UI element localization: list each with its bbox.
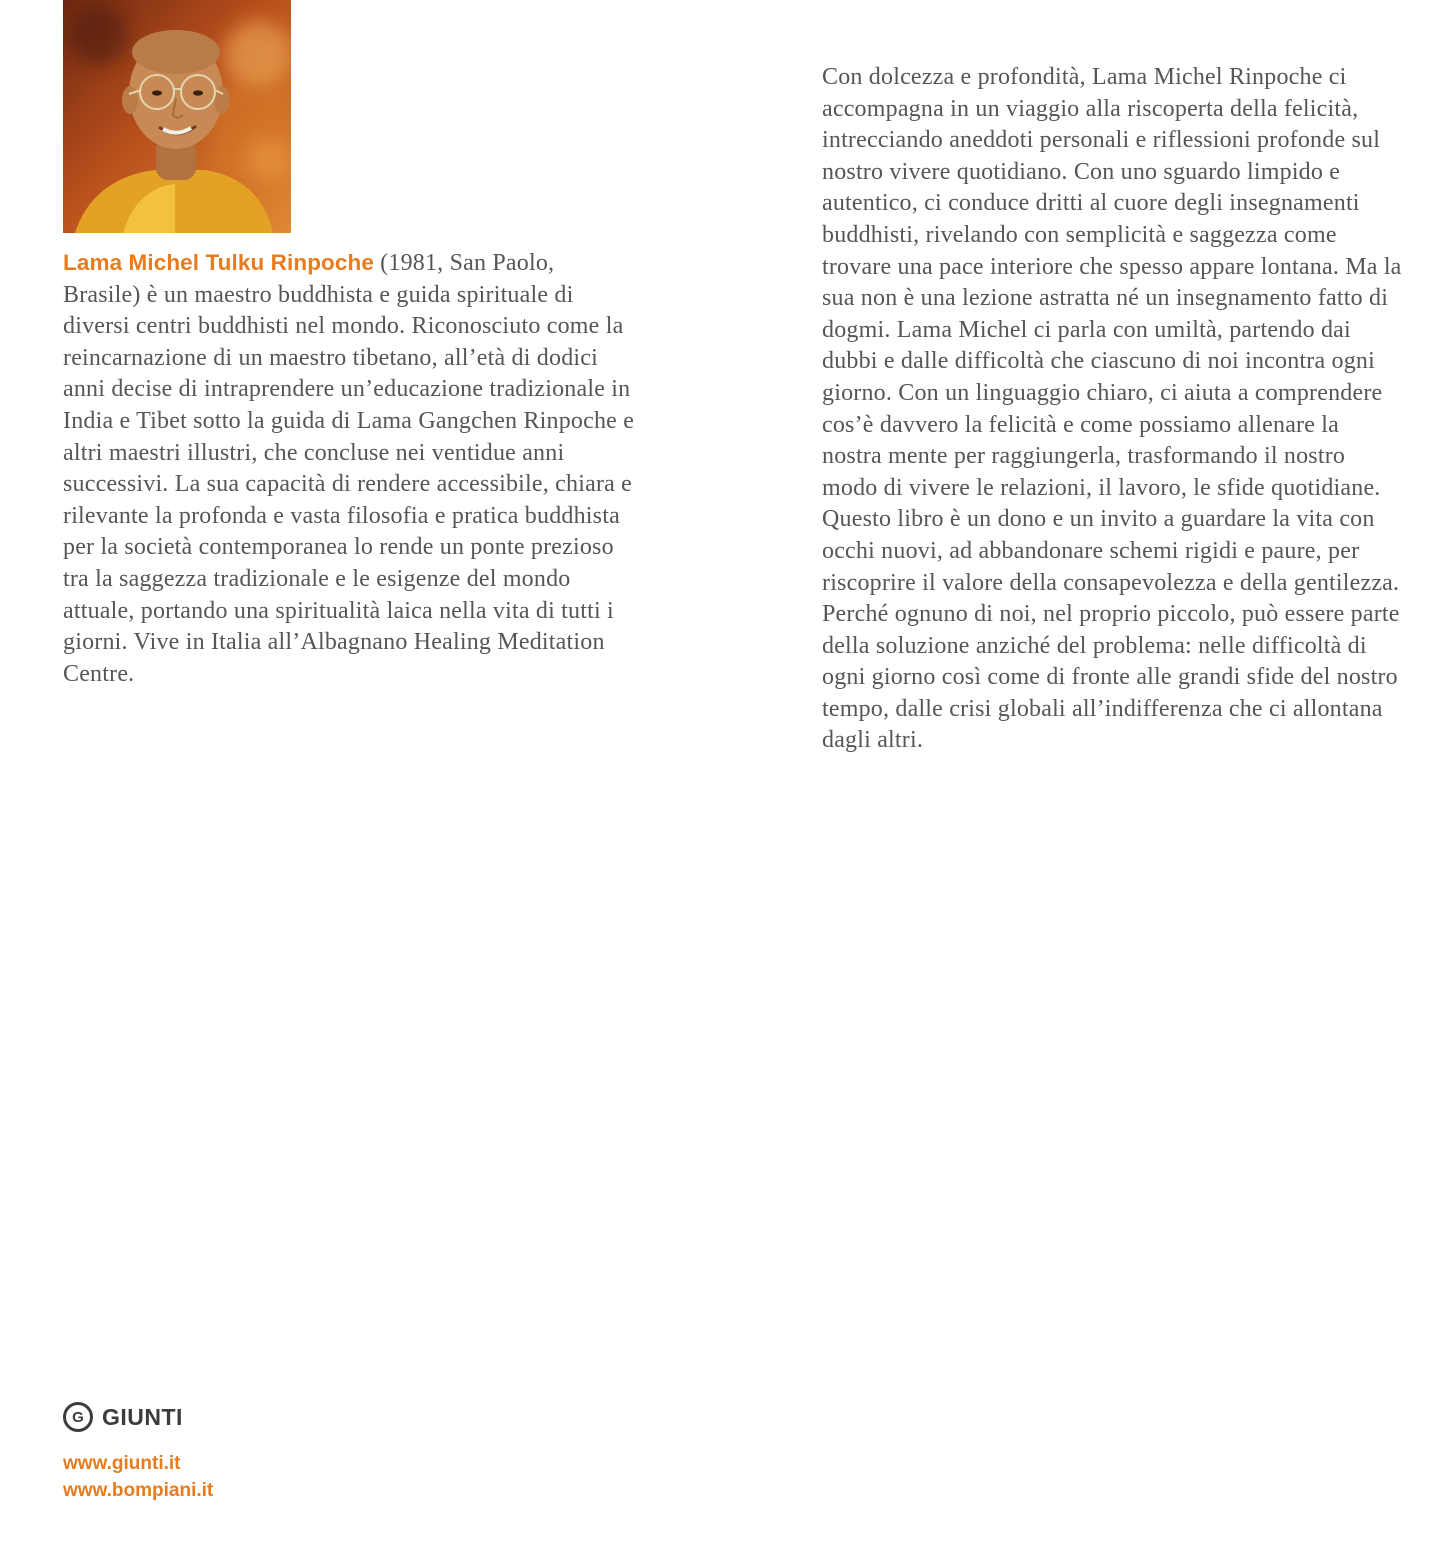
author-photo xyxy=(63,0,291,233)
giunti-logo-icon: G xyxy=(63,1402,93,1432)
author-bio-text: (1981, San Paolo, Brasile) è un maestro buddhista e guida spirituale di diversi centri buddhisti nel mondo. Riconosciuto come la reincarnazione di un maestro tibetano, all’età di dodici anni decise di intraprendere un’educazione tradizionale in India e Tibet sotto la guida di Lama Gangchen Rinpoche e altri maestri illustri, che concluse nei ventidue anni successivi. La sua capacità di rendere accessibile, chiara e rilevante la profonda e vasta filosofia e pratica buddhista per la società contemporanea lo rende un ponte prezioso tra la saggezza tradizionale e le esigenze del mondo attuale, portando una spiritualità laica nella vita di tutti i giorni. Vive in Italia all’Albagnano Healing Meditation Centre. xyxy=(63,250,635,687)
author-photo-illustration xyxy=(63,0,291,233)
book-description-text: Con dolcezza e profondità, Lama Michel Rinpoche ci accompagna in un viaggio alla riscoperta della felicità, intrecciando aneddoti personali e riflessioni profonde sul nostro vivere quotidiano. Con uno sguardo limpido e autentico, ci conduce dritti al cuore degli insegnamenti buddhisti, rivelando con semplicità e saggezza come trovare una pace interiore che spesso appare lontana. Ma la sua non è una lezione astratta né un insegnamento fatto di dogmi. Lama Michel ci parla con umiltà, partendo dai dubbi e dalle difficoltà che ciascuno di noi incontra ogni giorno. Con un linguaggio chiaro, ci aiuta a comprendere cos’è davvero la felicità e come possiamo allenare la nostra mente per raggiungerla, trasformando il nostro modo di vivere le relazioni, il lavoro, le sfide quotidiane. Questo libro è un dono e un invito a guardare la vita con occhi nuovi, ad abbandonare schemi rigidi e paure, per riscoprire il valore della consapevolezza e della gentilezza. Perché ognuno di noi, nel proprio piccolo, può essere parte della soluzione anziché del problema: nelle difficoltà di ogni giorno così come di fronte alle grandi sfide del nostro tempo, dalle crisi globali all’indifferenza che ci allontana dagli altri. xyxy=(822,64,1402,754)
publisher-footer xyxy=(63,1402,213,1504)
book-description xyxy=(822,62,1404,757)
giunti-url: www.giunti.it xyxy=(63,1453,181,1474)
author-name: Lama Michel Tulku Rinpoche xyxy=(63,250,374,275)
bompiani-url: www.bompiani.it xyxy=(63,1480,214,1501)
publisher-urls xyxy=(63,1450,213,1504)
publisher-name: GIUNTI xyxy=(102,1403,183,1430)
author-bio xyxy=(63,247,635,690)
giunti-logo xyxy=(63,1402,183,1432)
